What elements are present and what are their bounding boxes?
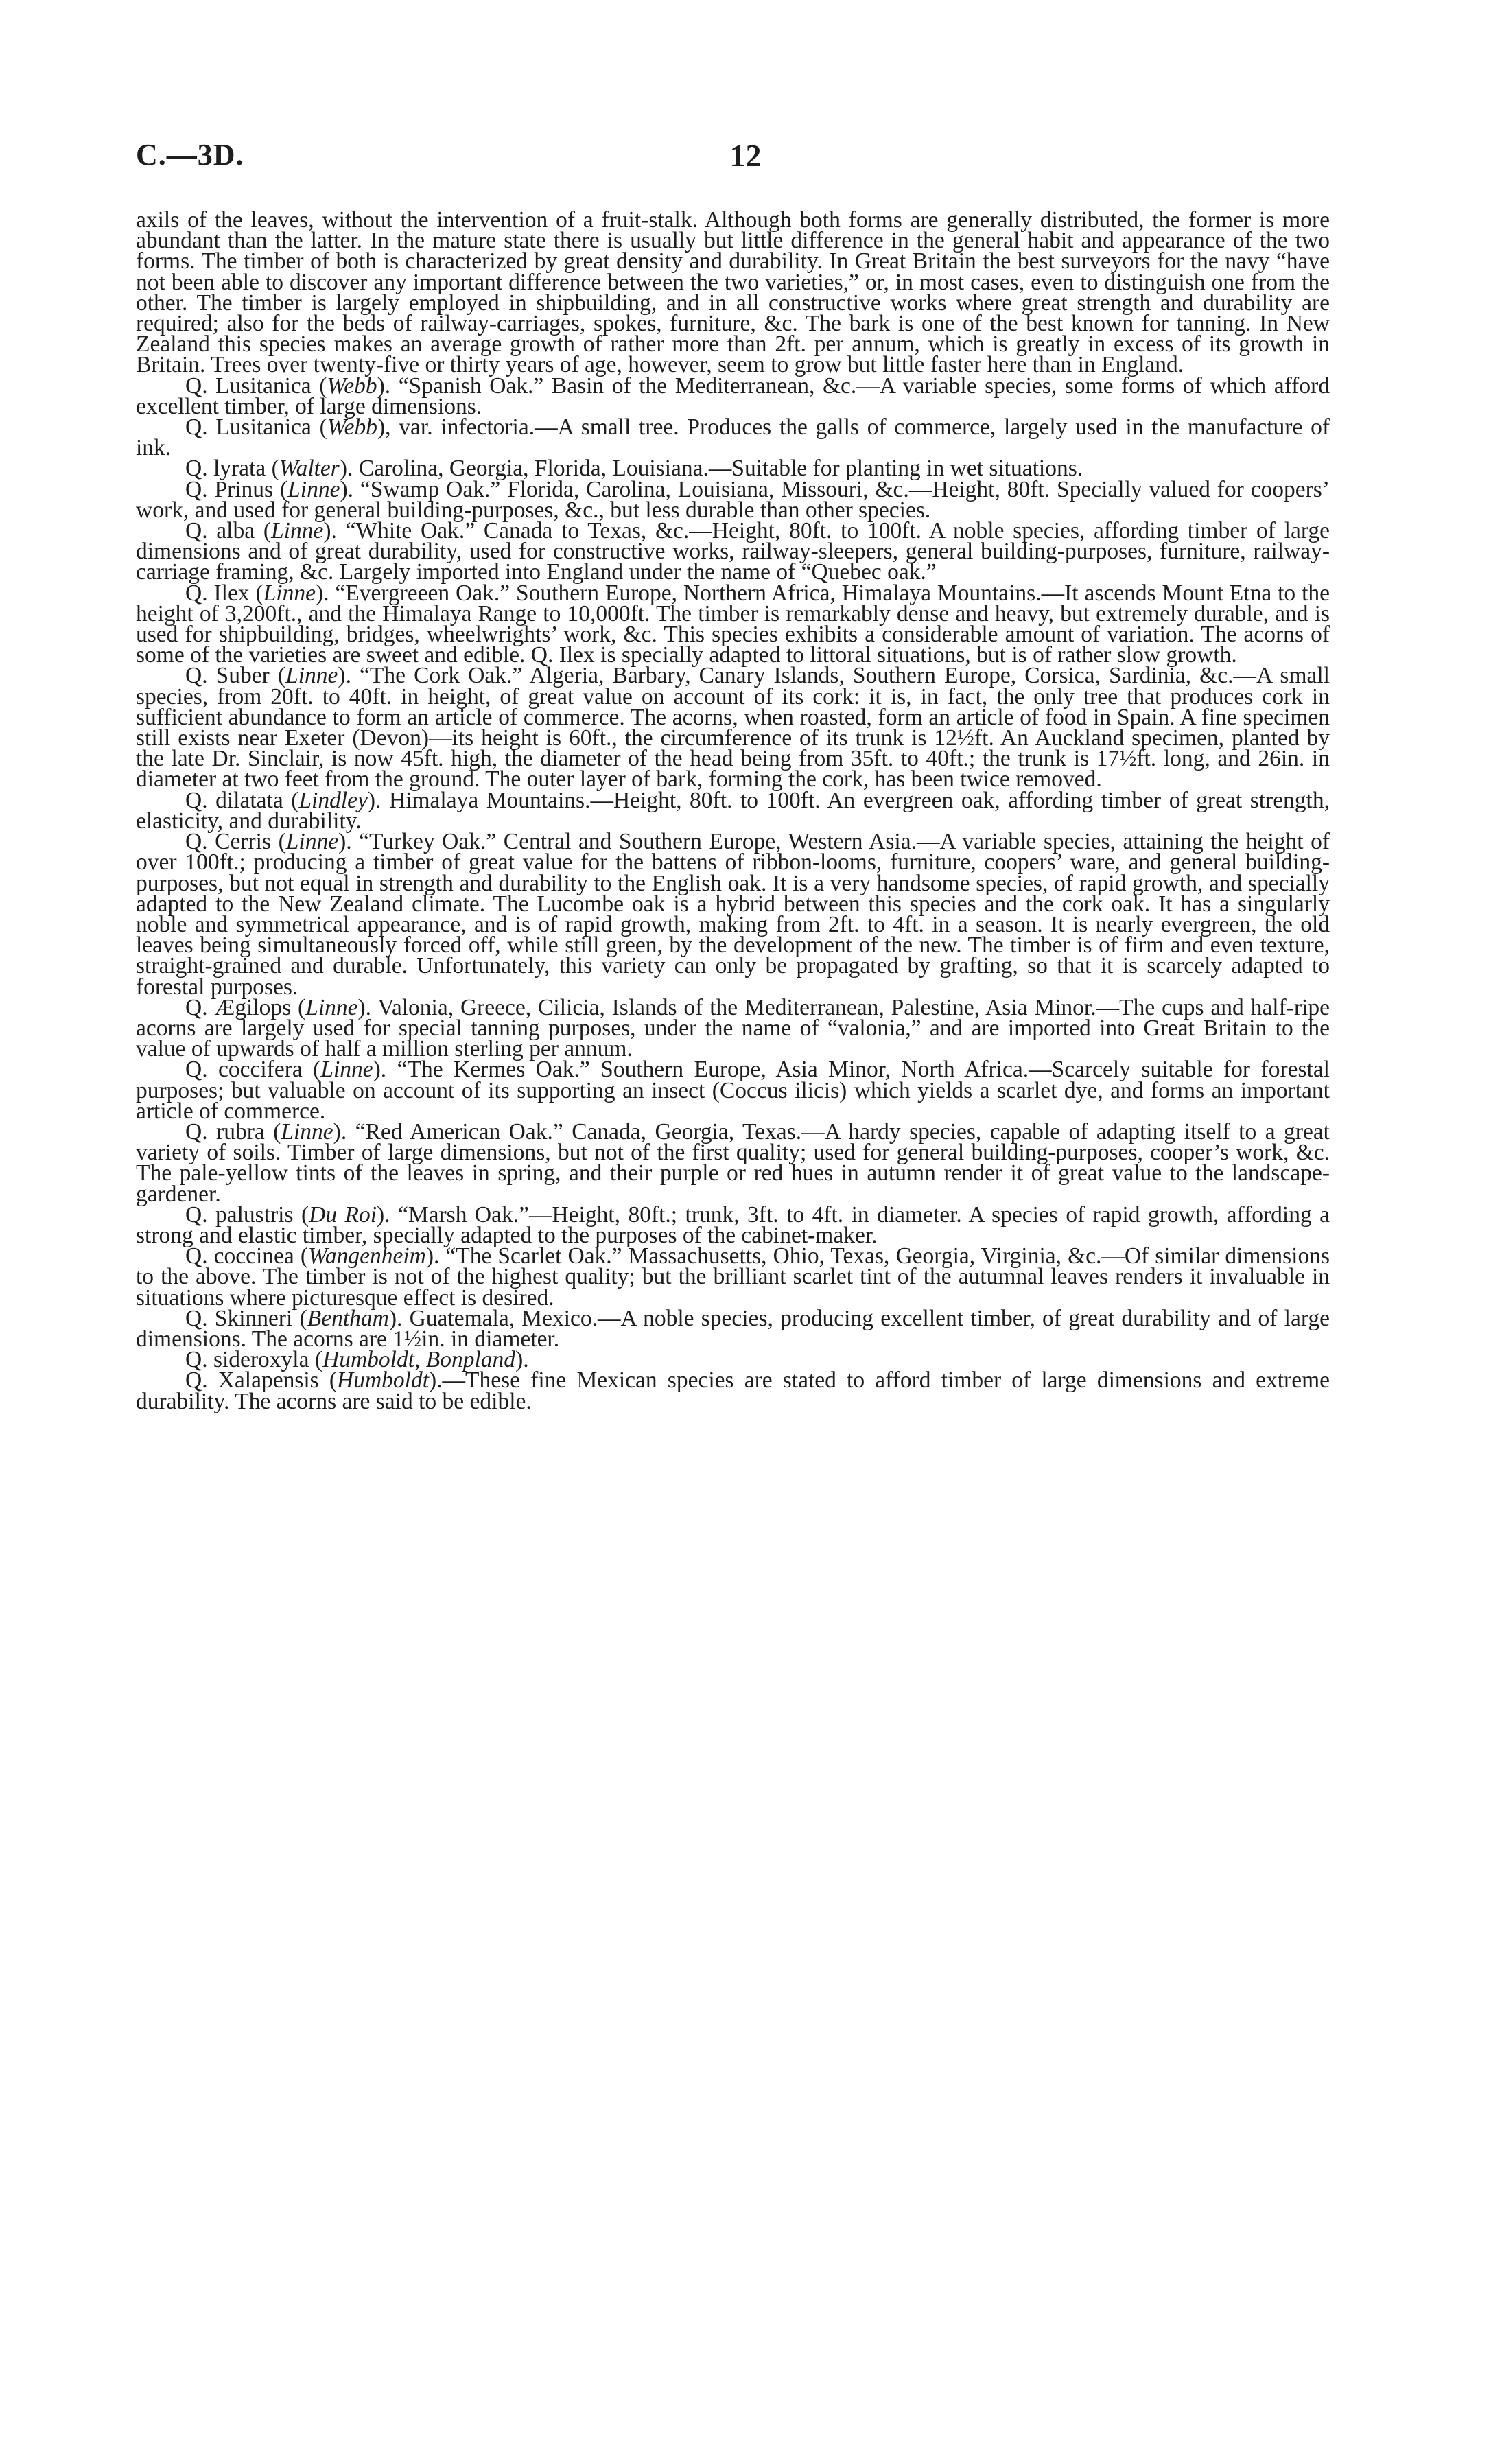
species-authority: Linne [305,994,358,1020]
species-entry [136,1243,1330,1311]
species-entry [136,1059,1330,1122]
species-name: Q. rubra ( [185,1118,281,1145]
entry-text: axils of the leaves, without the intervention of a fruit-stalk. Although both forms are generally distributed, the former is more abundant than the latter. In the mature state there is usually but little difference in the general habit and appearance of the two forms. The timber of both is characterized by great density and durability. In Great Britain the best surveyors for the navy “have not been able to discover any important difference between the two varieties,” or, in most cases, even to distinguish one from the other. The timber is largely employed in shipbuilding, and in all constructive works where great strength and durability are required; also for the beds of railway-carriages, spokes, furniture, &c. The bark is one of the best known for tanning. In New Zealand this species makes an average growth of rather more than 2ft. per annum, which is greatly in excess of its growth in Britain. Trees over twenty-five or thirty years of age, however, seem to grow but little faster here than in England. [136,207,1330,378]
paragraph [136,207,1330,378]
page-number: 12 [729,138,762,173]
species-name: Q. dilatata ( [185,787,299,813]
entry-text: ). “White Oak.” Canada to Texas, &c.—Height, 80ft. to 100ft. A noble species, affording timber of large dimensions and of great durability, used for constructive works, railway-sleepers, general building-purposes, furniture, railway-carriage framing, &c. Largely imported into England under the name of “Quebec oak.” [136,518,1330,585]
body-text [136,207,1330,1414]
species-authority: Linne [271,518,324,544]
species-name: Q. Skinneri ( [185,1305,307,1331]
species-name: Q. sideroxyla ( [185,1347,323,1373]
species-authority: Bentham [307,1305,389,1331]
species-name: Q. Prinus ( [185,476,288,502]
species-name: Q. alba ( [185,518,271,544]
entry-text: ). “Spanish Oak.” Basin of the Mediterranean, &c.—A variable species, some forms of which afford excellent timber, of large dimensions. [136,373,1330,419]
species-authority: Linne [320,1057,373,1083]
species-name: Q. coccinea ( [185,1243,308,1269]
species-entry [136,663,1330,793]
species-name: Q. lyrata ( [185,456,279,482]
entry-text: ). “Marsh Oak.”—Height, 80ft.; trunk, 3ft. to 4ft. in diameter. A species of rapid growth, affording a strong and elastic timber, specially adapted to the purposes of the cabinet-maker. [136,1201,1330,1248]
entry-text: ).—These fine Mexican species are stated to afford timber of large dimensions and extreme durability. The acorns are said to be edible. [136,1368,1330,1414]
species-authority: Linne [285,663,338,689]
document-reference: C.—3D. [136,138,244,172]
species-authority: Walter [279,456,340,482]
species-entry [136,1305,1330,1352]
species-entry [136,580,1330,668]
species-name: Q. Xalapensis ( [185,1368,338,1394]
entry-text: ). “Swamp Oak.” Florida, Carolina, Louisiana, Missouri, &c.—Height, 80ft. Specially valued for coopers’ work, and used for general building-purposes, &c., but less durable than other species. [136,476,1330,523]
entry-text: ). “The Scarlet Oak.” Massachusetts, Ohio, Texas, Georgia, Virginia, &c.—Of similar dimensions to the above. The timber is not of the highest quality; but the brilliant scarlet tint of the autumnal leaves renders it invaluable in situations where picturesque effect is desired. [136,1243,1330,1311]
species-authority: Linne [287,476,340,502]
species-name: Q. Ægilops ( [185,994,306,1020]
entry-text: ). “The Cork Oak.” Algeria, Barbary, Canary Islands, Southern Europe, Corsica, Sardinia, &c.—A small species, from 20ft. to 40ft. in height, of great value on account of its cork: it is, in fact, the only tree that produces cork in sufficient abundance to form an article of commerce. The acorns, when roasted, form an article of food in Spain. A fine specimen still exists near Exeter (Devon)—its height is 60ft., the circumference of its trunk is 12½ft. An Auckland specimen, planted by the late Dr. Sinclair, is now 45ft. high, the diameter of the head being from 35ft. to 40ft.; the trunk is 17½ft. long, and 26in. in diameter at two feet from the ground. The outer layer of bark, forming the cork, has been twice removed. [136,663,1330,793]
entry-text: ). “Evergreeen Oak.” Southern Europe, Northern Africa, Himalaya Mountains.—It ascends Mount Etna to the height of 3,200ft., and the Himalaya Range to 10,000ft. The timber is remarkably dense and heavy, but extremely durable, and is used for shipbuilding, bridges, wheelwrights’ work, &c. This species exhibits a considerable amount of variation. The acorns of some of the varieties are sweet and edible. Q. Ilex is specially adapted to littoral situations, but is of rather slow growth. [136,580,1330,668]
species-authority: Linne [285,829,339,855]
species-name: Q. coccifera ( [185,1057,321,1083]
species-entry [136,414,1330,461]
species-entry [136,994,1330,1062]
species-name: Q. palustris ( [185,1201,309,1228]
entry-text: ). “The Kermes Oak.” Southern Europe, Asia Minor, North Africa.—Scarcely suitable for forestal purposes; but valuable on account of its supporting an insect (Coccus ilicis) which yields a scarlet dye, and forms an important article of commerce. [136,1057,1330,1124]
species-authority: Webb [327,373,377,399]
entry-text: ). Carolina, Georgia, Florida, Louisiana.—Suitable for planting in wet situations. [339,456,1083,482]
species-name: Q. Ilex ( [185,580,263,606]
species-entry [136,829,1330,1000]
entry-text: ). “Turkey Oak.” Central and Southern Europe, Western Asia.—A variable species, attaining the height of over 100ft.; producing a timber of great value for the battens of ribbon-looms, furniture, coopers’ ware, and general building-purposes, but not equal in strength and durability to the English oak. It is a very handsome species, of rapid growth, and specially adapted to the New Zealand climate. The Lucombe oak is a hybrid between this species and the cork oak. It has a singularly noble and symmetrical appearance, and is of rapid growth, making from 2ft. to 4ft. in a season. It is nearly evergreen, the old leaves being simultaneously forced off, while still green, by the development of the new. The timber is of firm and even texture, straight-grained and durable. Unfortunately, this variety can only be propagated by grafting, so that it is scarcely adapted to forestal purposes. [136,829,1330,1000]
species-authority: Lindley [298,787,368,813]
entry-text: ). Valonia, Greece, Cilicia, Islands of the Mediterranean, Palestine, Asia Minor.—The cups and half-ripe acorns are largely used for special tanning purposes, under the name of “valonia,” and are imported into Great Britain to the value of upwards of half a million sterling per annum. [136,994,1330,1062]
species-entry [136,373,1330,419]
species-authority: Du Roi [309,1201,377,1228]
species-entry [136,1201,1330,1248]
entry-text: ). “Red American Oak.” Canada, Georgia, Texas.—A hardy species, capable of adapting itself to a great variety of soils. Timber of large dimensions, but not of the first quality; used for general building-purposes, cooper’s work, &c. The pale-yellow tints of the leaves in spring, and their purple or red hues in autumn render it of great value to the landscape-gardener. [136,1118,1330,1207]
species-entry [136,518,1330,585]
entry-text: ). Guatemala, Mexico.—A noble species, producing excellent timber, of great durability and of large dimensions. The acorns are 1½in. in diameter. [136,1305,1330,1352]
entry-text: ), var. infectoria.—A small tree. Produces the galls of commerce, largely used in the manufacture of ink. [136,414,1330,461]
entry-text: ). [515,1347,529,1373]
species-name: Q. Suber ( [185,663,286,689]
species-name: Q. Cerris ( [185,829,286,855]
species-authority: Linne [281,1118,333,1145]
species-name: Q. Lusitanica ( [185,414,327,441]
species-entry [136,1118,1330,1207]
species-entry [136,1368,1330,1414]
species-entry [136,476,1330,523]
species-authority: Webb [327,414,377,441]
species-authority: Humboldt, Bonpland [322,1347,516,1373]
species-entry [136,787,1330,834]
species-name: Q. Lusitanica ( [185,373,327,399]
species-authority: Humboldt [337,1368,430,1394]
page-header [136,137,1355,185]
entry-text: ). Himalaya Mountains.—Height, 80ft. to 100ft. An evergreen oak, affording timber of great strength, elasticity, and durability. [136,787,1330,834]
species-authority: Linne [263,580,316,606]
species-authority: Wangenheim [308,1243,426,1269]
